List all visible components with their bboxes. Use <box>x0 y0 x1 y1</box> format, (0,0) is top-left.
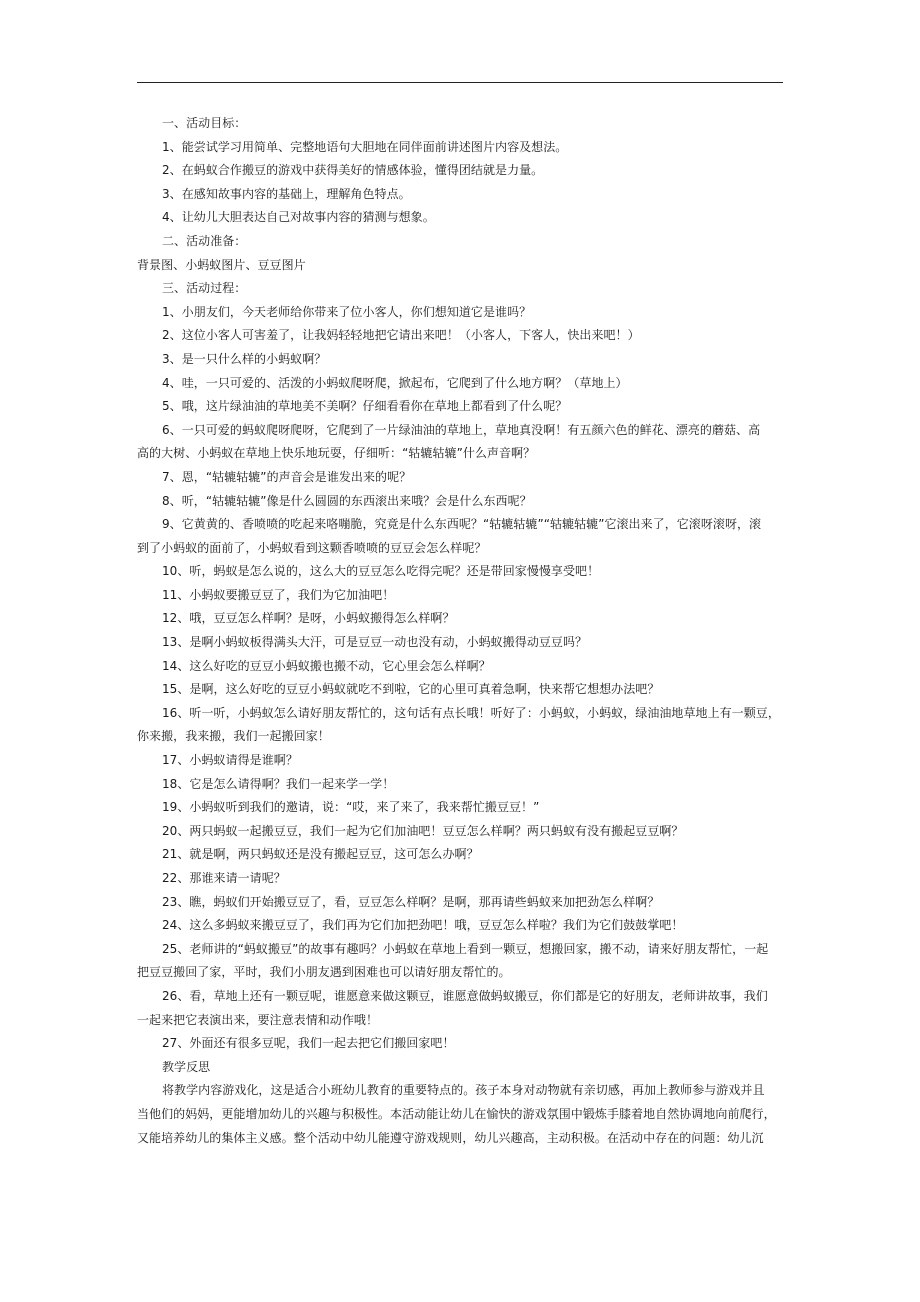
text-line: 20、两只蚂蚁一起搬豆豆，我们一起为它们加油吧！豆豆怎么样啊？两只蚂蚁有没有搬起豆豆啊？ <box>162 823 684 838</box>
text-line: 二、活动准备： <box>162 233 247 248</box>
text-line: 背景图、小蚂蚁图片、豆豆图片 <box>137 257 306 272</box>
text-line: 1、小朋友们，今天老师给你带来了位小客人，你们想知道它是谁吗？ <box>162 304 532 319</box>
header-rule <box>137 82 783 83</box>
text-line: 4、让幼儿大胆表达自己对故事内容的猜测与想象。 <box>162 210 435 225</box>
text-line: 10、听，蚂蚁是怎么说的，这么大的豆豆怎么吃得完呢？还是带回家慢慢享受吧！ <box>162 564 600 579</box>
text-line: 6、一只可爱的蚂蚁爬呀爬呀，它爬到了一片绿油油的草地上，草地真没啊！有五颜六色的鲜花、漂亮的蘑菇、高 <box>162 422 761 437</box>
text-line: 三、活动过程： <box>162 281 247 296</box>
text-line: 5、哦，这片绿油油的草地美不美啊？仔细看看你在草地上都看到了什么呢？ <box>162 399 568 414</box>
text-line: 16、听一听，小蚂蚁怎么请好朋友帮忙的，这句话有点长哦！听好了：小蚂蚁，小蚂蚁，绿油油地草地上有一颗豆， <box>162 705 780 720</box>
text-line: 2、在蚂蚁合作搬豆的游戏中获得美好的情感体验，懂得团结就是力量。 <box>162 163 544 178</box>
text-line: 22、那谁来请一请呢？ <box>162 871 286 885</box>
text-line: 高的大树、小蚂蚁在草地上快乐地玩耍，仔细听：“轱辘轱辘”什么声音啊？ <box>137 446 536 461</box>
text-line: 13、是啊小蚂蚁板得满头大汗，可是豆豆一动也没有动，小蚂蚁搬得动豆豆吗？ <box>162 635 588 650</box>
text-line: 7、恩，“轱辘轱辘”的声音会是谁发出来的呢？ <box>162 469 412 484</box>
text-line: 3、是一只什么样的小蚂蚁啊？ <box>162 351 327 366</box>
text-line: 将教学内容游戏化，这是适合小班幼儿教育的重要特点的。孩子本身对动物就有亲切感，再加上教师参与游戏并且 <box>162 1083 765 1098</box>
text-line: 当他们的妈妈，更能增加幼儿的兴趣与积极性。本活动能让幼儿在愉快的游戏氛围中锻炼手膝着地自然协调地向前爬行， <box>137 1106 776 1121</box>
text-line: 19、小蚂蚁听到我们的邀请，说：“哎，来了来了，我来帮忙搬豆豆！” <box>162 800 540 815</box>
text-line: 教学反思 <box>162 1059 211 1074</box>
text-line: 一、活动目标： <box>162 116 247 130</box>
text-line: 3、在感知故事内容的基础上，理解角色特点。 <box>162 186 411 201</box>
document-body <box>137 112 783 1150</box>
text-line: 又能培养幼儿的集体主义感。整个活动中幼儿能遵守游戏规则，幼儿兴趣高，主动积极。在活动中存在的问题：幼儿沉 <box>137 1130 764 1145</box>
text-line: 到了小蚂蚁的面前了，小蚂蚁看到这颗香喷喷的豆豆会怎么样呢？ <box>137 540 487 555</box>
text-line: 15、是啊，这么好吃的豆豆小蚂蚁就吃不到啦，它的心里可真着急啊，快来帮它想想办法吧？ <box>162 682 660 697</box>
text-line: 把豆豆搬回了家，平时，我们小朋友遇到困难也可以请好朋友帮忙的。 <box>137 965 511 980</box>
text-line: 25、老师讲的“蚂蚁搬豆”的故事有趣吗？小蚂蚁在草地上看到一颗豆，想搬回家，搬不动，请来好朋友帮忙，一起 <box>162 941 769 956</box>
text-line: 18、它是怎么请得啊？我们一起来学一学！ <box>162 776 395 791</box>
text-line: 12、哦，豆豆怎么样啊？是呀，小蚂蚁搬得怎么样啊？ <box>162 611 455 626</box>
text-line: 26、看，草地上还有一颗豆呢，谁愿意来做这颗豆，谁愿意做蚂蚁搬豆，你们都是它的好朋友，老师讲故事，我们 <box>162 988 768 1003</box>
text-line: 17、小蚂蚁请得是谁啊？ <box>162 753 298 768</box>
text-line: 你来搬，我来搬，我们一起搬回家！ <box>137 729 330 744</box>
text-line: 14、这么好吃的豆豆小蚂蚁搬也搬不动，它心里会怎么样啊？ <box>162 658 491 673</box>
text-line: 24、这么多蚂蚁来搬豆豆了，我们再为它们加把劲吧！哦，豆豆怎么样啦？我们为它们鼓鼓掌吧！ <box>162 918 684 933</box>
text-line: 9、它黄黄的、香喷喷的吃起来咯嘣脆，究竟是什么东西呢？“轱辘轱辘”“轱辘轱辘”它滚出来了，它滚呀滚呀，滚 <box>162 517 762 532</box>
text-line: 4、哇，一只可爱的、活泼的小蚂蚁爬呀爬，掀起布，它爬到了什么地方啊？（草地上） <box>162 375 628 390</box>
text-line: 2、这位小客人可害羞了，让我妈轻轻地把它请出来吧！（小客人，下客人，快出来吧！） <box>162 328 640 343</box>
text-line: 27、外面还有很多豆呢，我们一起去把它们搬回家吧！ <box>162 1036 455 1051</box>
text-line: 21、就是啊，两只蚂蚁还是没有搬起豆豆，这可怎么办啊？ <box>162 847 479 862</box>
text-line: 8、听，“轱辘轱辘”像是什么圆圆的东西滚出来哦？会是什么东西呢？ <box>162 493 532 508</box>
text-line: 一起来把它表演出来，要注意表情和动作哦！ <box>137 1012 379 1027</box>
text-line: 23、瞧，蚂蚁们开始搬豆豆了，看，豆豆怎么样啊？是啊，那再请些蚂蚁来加把劲怎么样啊？ <box>162 894 660 909</box>
text-line: 11、小蚂蚁要搬豆豆了，我们为它加油吧！ <box>162 587 395 602</box>
text-line: 1、能尝试学习用简单、完整地语句大胆地在同伴面前讲述图片内容及想法。 <box>162 139 568 154</box>
